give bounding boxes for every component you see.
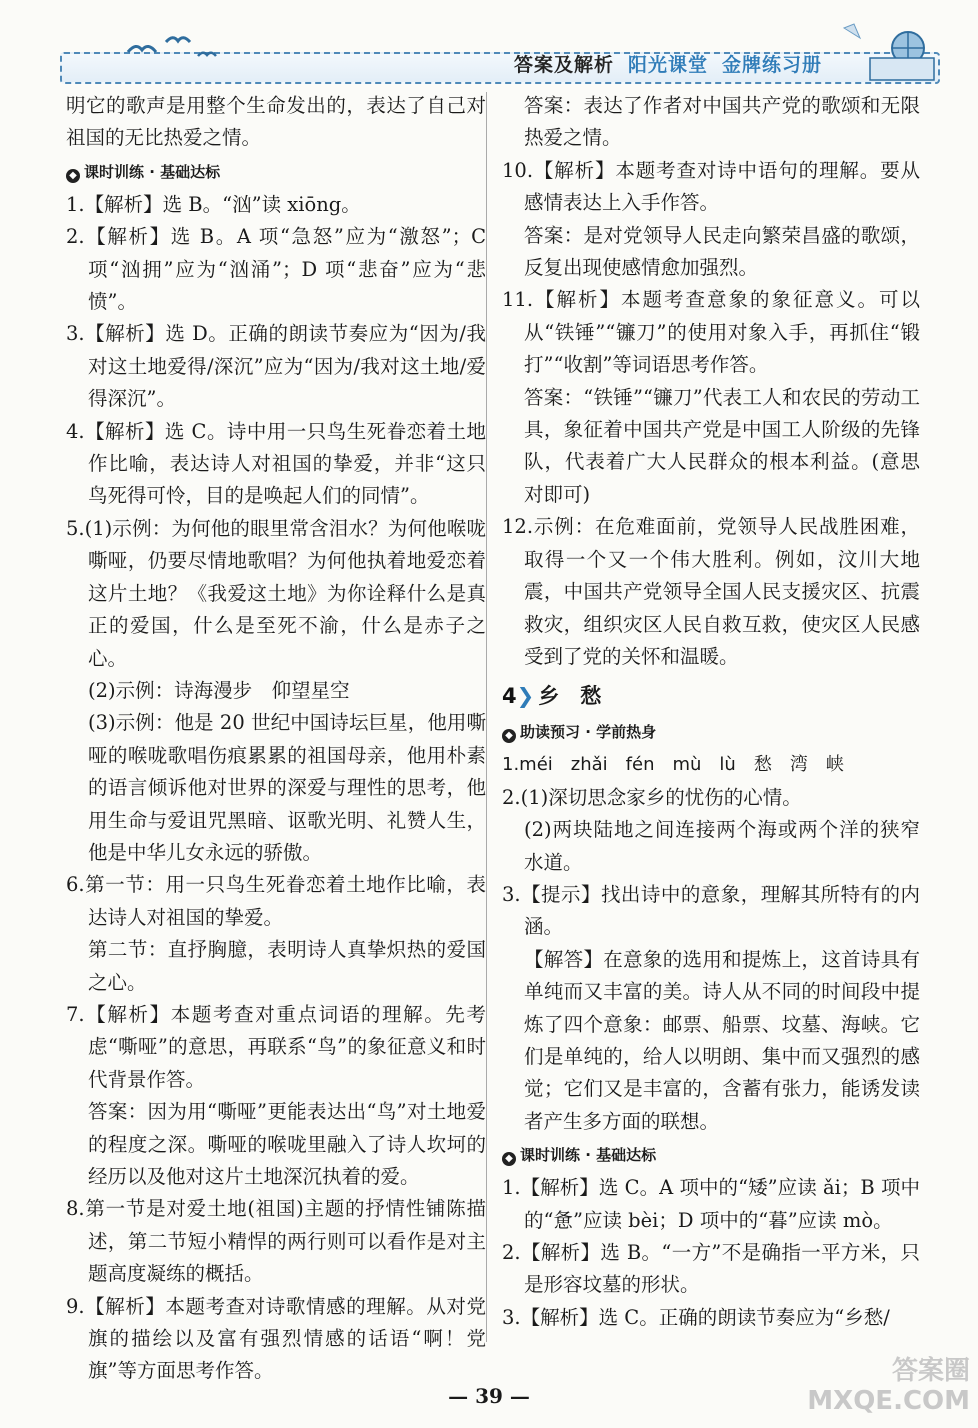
page-header	[60, 22, 940, 84]
answer-paragraph: 答案：“铁锤”“镰刀”代表工人和农民的劳动工具，象征着中国共产党是中国工人阶级的先锋队，代表着广大人民群众的根本利益。(意思对即可)	[524, 385, 920, 506]
answer-paragraph: 2.(1)深切思念家乡的忧伤的心情。	[502, 785, 802, 809]
answer-paragraph: 4.【解析】选 C。诗中用一只鸟生死眷恋着土地作比喻，表达诗人对祖国的挚爱，并非“这只鸟死得可怜，目的是唤起人们的同情”。	[66, 419, 486, 508]
page-number: — 39 —	[448, 1384, 530, 1408]
section-heading-text: 课时训练 · 基础达标	[84, 162, 221, 181]
pinyin-answer: 1.méi zhǎi fén mù lù 愁 湾 峡	[502, 754, 844, 776]
section-heading	[502, 1138, 920, 1172]
answer-paragraph: 第二节：直抒胸臆，表明诗人真挚炽热的爱国之心。	[88, 938, 486, 994]
answer-paragraph: (2)两块陆地之间连接两个海或两个洋的狭窄水道。	[524, 818, 920, 874]
answer-paragraph: 12.示例：在危难面前，党领导人民战胜困难，取得一个又一个伟大胜利。例如，汶川大地震，中国共产党领导全国人民支援灾区、抗震救灾，组织灾区人民自救互救，使灾区人民感受到了党的关怀和温暖。	[502, 515, 920, 668]
answer-paragraph: 答案：因为用“嘶哑”更能表达出“鸟”对土地爱的程度之深。嘶哑的喉咙里融入了诗人坎坷的经历以及他对这片土地深沉执着的爱。	[88, 1100, 486, 1188]
page-number-value: 39	[475, 1384, 503, 1408]
section-heading-text: 课时训练 · 基础达标	[520, 1146, 657, 1165]
answer-paragraph: 5.(1)示例：为何他的眼里常含泪水？为何他喉咙嘶哑，仍要尽情地歌唱？为何他执着地爱恋着这片土地？《我爱这土地》为你诠释什么是真正的爱国，什么是至死不渝，什么是赤子之心。	[66, 516, 486, 670]
answer-paragraph: 8.第一节是对爱土地(祖国)主题的抒情性铺陈描述，第二节短小精悍的两行则可以看作是对主题高度凝练的概括。	[66, 1197, 486, 1286]
answer-paragraph: 2.【解析】选 B。“一方”不是确指一平方米，只是形容坟墓的形状。	[502, 1241, 920, 1297]
answer-paragraph: 2.【解析】选 B。A 项“急怒”应为“激怒”；C 项“汹拥”应为“汹涌”；D 项“悲奋”应为“悲愤”。	[66, 225, 486, 314]
answer-paragraph: 10.【解析】本题考查对诗中语句的理解。要从感情表达上入手作答。	[502, 158, 920, 215]
answer-paragraph: 答案：表达了作者对中国共产党的歌颂和无限热爱之情。	[524, 94, 920, 150]
answer-paragraph: 11.【解析】本题考查意象的象征意义。可以从“铁锤”“镰刀”的使用对象入手，再抓住“锻打”“收割”等词语思考作答。	[502, 288, 920, 377]
header-label-series: 阳光课堂	[627, 54, 708, 76]
watermark	[807, 1356, 970, 1416]
lesson-number: 4	[502, 684, 517, 709]
section-icon: ◆	[502, 1152, 516, 1166]
answer-paragraph: 3.【解析】选 D。正确的朗读节奏应为“因为/我对这土地爱得/深沉”应为“因为/我对这土地/爱得深沉”。	[66, 322, 486, 411]
header-label-answers: 答案及解析	[513, 54, 614, 76]
section-icon: ◆	[502, 729, 516, 743]
answer-paragraph: 3.【解析】选 C。正确的朗读节奏应为“乡愁/	[502, 1305, 890, 1329]
answer-paragraph: (2)示例：诗海漫步 仰望星空	[88, 678, 350, 702]
answer-paragraph: 【解答】在意象的选用和提炼上，这首诗具有单纯而又丰富的美。诗人从不同的时间段中提炼了四个意象：邮票、船票、坟墓、海峡。它们是单纯的，给人以明朗、集中而又强烈的感觉；它们又是丰富的，含蓄有张力，能诱发读者产生多方面的联想。	[524, 947, 920, 1133]
answer-paragraph: 1.【解析】选 C。A 项中的“矮”应读 ǎi；B 项中的“惫”应读 bèi；D 项中的“暮”应读 mò。	[502, 1176, 920, 1232]
answer-paragraph: 3.【提示】找出诗中的意象，理解其所特有的内涵。	[502, 882, 920, 939]
section-heading	[66, 155, 486, 189]
chevron-right-icon: ❯	[516, 684, 535, 709]
right-column	[502, 90, 920, 1334]
answer-paragraph: 明它的歌声是用整个生命发出的，表达了自己对祖国的无比热爱之情。	[66, 94, 486, 150]
header-title	[514, 50, 822, 77]
watermark-line-2: MXQE.COM	[807, 1386, 970, 1416]
birds-icon	[118, 30, 228, 70]
answer-paragraph: 答案：是对党领导人民走向繁荣昌盛的歌颂，反复出现使感情愈加强烈。	[524, 223, 920, 280]
section-heading-text: 助读预习 · 学前热身	[520, 723, 657, 742]
answer-paragraph: 7.【解析】本题考查对重点词语的理解。先考虑“嘶哑”的意思，再联系“鸟”的象征意义和时代背景作答。	[66, 1002, 486, 1091]
answer-paragraph: 6.第一节：用一只鸟生死眷恋着土地作比喻，表达诗人对祖国的挚爱。	[66, 873, 486, 929]
lesson-title	[502, 679, 920, 713]
answer-paragraph: 1.【解析】选 B。“汹”读 xiōng。	[66, 192, 361, 216]
header-label-book: 金牌练习册	[721, 54, 822, 76]
section-icon: ◆	[66, 169, 80, 183]
left-column	[66, 90, 486, 1388]
answer-paragraph: (3)示例：他是 20 世纪中国诗坛巨星，他用嘶哑的喉咙歌唱伤痕累累的祖国母亲，他用朴素的语言倾诉他对世界的深爱与理性的思考，他用生命与爱诅咒黑暗、讴歌光明、礼赞人生，他是中华儿女永远的骄傲。	[88, 711, 486, 864]
lesson-name: 乡 愁	[538, 684, 602, 709]
globe-icon	[830, 22, 940, 84]
answer-paragraph: 9.【解析】本题考查对诗歌情感的理解。从对党旗的描绘以及富有强烈情感的话语“啊！党旗”等方面思考作答。	[66, 1294, 486, 1383]
column-divider	[486, 92, 487, 1342]
watermark-line-1: 答案圈	[891, 1356, 970, 1386]
section-heading	[502, 715, 920, 749]
